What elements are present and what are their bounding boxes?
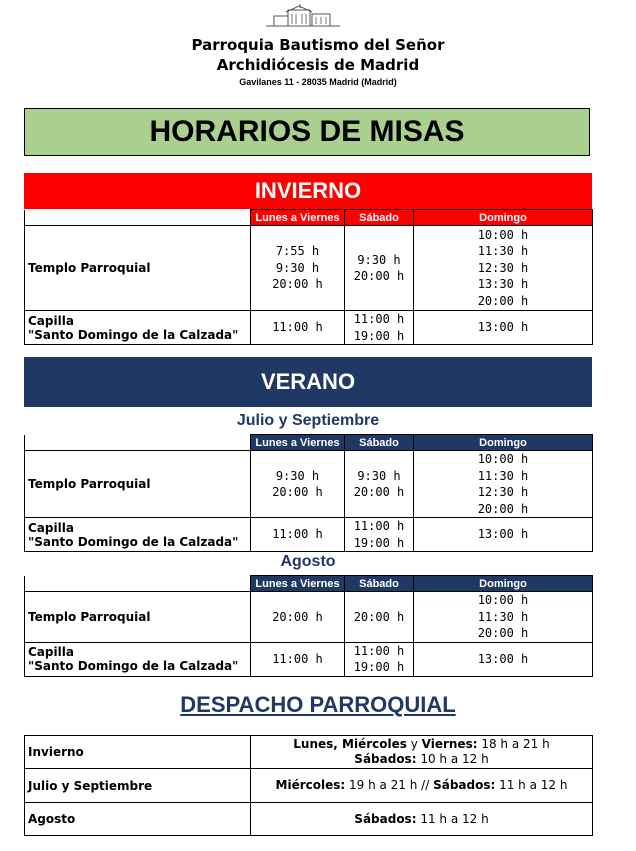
office-joiner: y (406, 737, 422, 751)
place-line: "Santo Domingo de la Calzada" (28, 659, 239, 673)
time-item: 11:30 h (477, 244, 529, 259)
time-item: 10:00 h (477, 452, 529, 466)
office-hours: 18 h a 21 h (477, 737, 550, 751)
winter-schedule-table (24, 209, 593, 345)
office-hours: 11 h a 12 h (495, 778, 568, 792)
time-item: 13:00 h (477, 527, 529, 542)
place-name: Templo Parroquial (25, 226, 251, 311)
place-line: "Santo Domingo de la Calzada" (28, 327, 239, 342)
july-september-heading: Julio y Septiembre (236, 412, 380, 429)
header-saturday: Sábado (345, 576, 414, 592)
office-season-label: Agosto (25, 803, 251, 836)
table-row (25, 736, 593, 769)
time-item: 11:00 h (272, 320, 323, 335)
time-item: 11:00 h (353, 519, 405, 533)
sunday-times (414, 226, 593, 311)
sunday-times (414, 311, 593, 345)
place-line: Capilla (28, 645, 74, 659)
saturday-times (345, 226, 414, 311)
weekday-times (251, 642, 345, 676)
time-item: 10:00 h (477, 227, 529, 242)
time-item: 20:00 h (272, 485, 323, 499)
table-row (25, 592, 593, 643)
august-schedule-table (24, 575, 593, 677)
time-item: 10:00 h (477, 593, 529, 607)
place-line: Capilla (28, 520, 74, 535)
time-item: 11:00 h (353, 643, 405, 658)
time-item: 20:00 h (477, 501, 529, 516)
time-item: 13:00 h (477, 320, 529, 335)
time-item: 11:00 h (272, 527, 323, 542)
place-name: Templo Parroquial (25, 592, 251, 643)
august-heading: Agosto (280, 553, 336, 570)
office-hours-line (254, 737, 589, 752)
saturday-times (345, 642, 414, 676)
july-september-schedule-table (24, 434, 593, 552)
office-days: Sábados: (354, 752, 417, 766)
sunday-times (414, 451, 593, 518)
place-name (25, 518, 251, 552)
weekday-times (251, 311, 345, 345)
time-item: 7:55 h (275, 244, 320, 259)
office-hours-heading: DESPACHO PARROQUIAL (180, 692, 456, 717)
time-item: 20:00 h (353, 609, 405, 624)
saturday-times (345, 592, 414, 643)
office-hours-value (251, 803, 593, 836)
place-line: Capilla (28, 313, 74, 328)
time-item: 9:30 h (275, 468, 320, 483)
sunday-times (414, 642, 593, 676)
time-item: 13:30 h (477, 277, 529, 292)
place-line: "Santo Domingo de la Calzada" (28, 534, 239, 549)
saturday-times (345, 451, 414, 518)
office-hours-value (251, 736, 593, 769)
time-item: 20:00 h (353, 269, 405, 283)
time-item: 19:00 h (353, 535, 405, 550)
time-item: 20:00 h (353, 485, 405, 499)
time-item: 11:00 h (353, 312, 405, 326)
weekday-times (251, 226, 345, 311)
place-name (25, 311, 251, 345)
time-item: 9:30 h (275, 260, 320, 275)
parish-name: Parroquia Bautismo del Señor (191, 36, 445, 54)
header-weekdays: Lunes a Viernes (251, 435, 345, 451)
place-name (25, 642, 251, 676)
time-item: 19:00 h (353, 328, 405, 343)
office-hours: 11 h a 12 h (416, 811, 489, 826)
header-sunday: Domingo (414, 435, 593, 451)
time-item: 20:00 h (272, 609, 323, 624)
place-name: Templo Parroquial (25, 451, 251, 518)
table-header-row (25, 435, 593, 451)
table-row (25, 518, 593, 552)
header-weekdays: Lunes a Viernes (251, 210, 345, 226)
sunday-times (414, 592, 593, 643)
table-header-row (25, 210, 593, 226)
weekday-times (251, 592, 345, 643)
header-sunday: Domingo (414, 576, 593, 592)
office-hours-table (24, 735, 593, 836)
saturday-times (345, 311, 414, 345)
table-row (25, 769, 593, 803)
time-item: 11:00 h (272, 651, 323, 666)
time-item: 11:30 h (477, 468, 529, 483)
table-row (25, 451, 593, 518)
office-days: Lunes, Miércoles (293, 737, 407, 751)
time-item: 9:30 h (357, 468, 401, 483)
time-item: 13:00 h (477, 651, 529, 666)
office-hours-line (254, 752, 589, 767)
time-item: 20:00 h (272, 277, 323, 292)
church-logo-icon (266, 4, 340, 28)
parish-address: Gavilanes 11 - 28035 Madrid (Madrid) (239, 77, 397, 87)
weekday-times (251, 451, 345, 518)
summer-banner: VERANO (24, 357, 592, 407)
weekday-times (251, 518, 345, 552)
archdiocese-name: Archidiócesis de Madrid (216, 56, 420, 74)
time-item: 20:00 h (477, 626, 529, 640)
office-days: Viernes: (421, 737, 478, 751)
sunday-times (414, 518, 593, 552)
header-blank (25, 435, 251, 451)
office-days: Sábados: (354, 811, 417, 826)
header-weekdays: Lunes a Viernes (251, 576, 345, 592)
office-season-label: Julio y Septiembre (25, 769, 251, 803)
winter-banner: INVIERNO (24, 173, 592, 209)
time-item: 11:30 h (477, 609, 529, 624)
header-saturday: Sábado (345, 435, 414, 451)
office-hours-value (251, 769, 593, 803)
time-item: 12:30 h (477, 260, 529, 275)
office-hours: 10 h a 12 h (416, 752, 489, 766)
office-days: Sábados: (433, 778, 496, 792)
table-header-row (25, 576, 593, 592)
time-item: 9:30 h (357, 252, 401, 267)
time-item: 20:00 h (477, 293, 529, 308)
office-days: Miércoles: (275, 778, 346, 792)
header-blank (25, 576, 251, 592)
table-row (25, 226, 593, 311)
header-saturday: Sábado (345, 210, 414, 226)
office-season-label: Invierno (25, 736, 251, 769)
saturday-times (345, 518, 414, 552)
table-row (25, 642, 593, 676)
office-hours: 19 h a 21 h // (345, 778, 434, 792)
time-item: 12:30 h (477, 485, 529, 499)
header-blank (25, 210, 251, 226)
header-sunday: Domingo (414, 210, 593, 226)
table-row (25, 803, 593, 836)
table-row (25, 311, 593, 345)
time-item: 19:00 h (353, 660, 405, 674)
page-title: HORARIOS DE MISAS (24, 108, 590, 156)
